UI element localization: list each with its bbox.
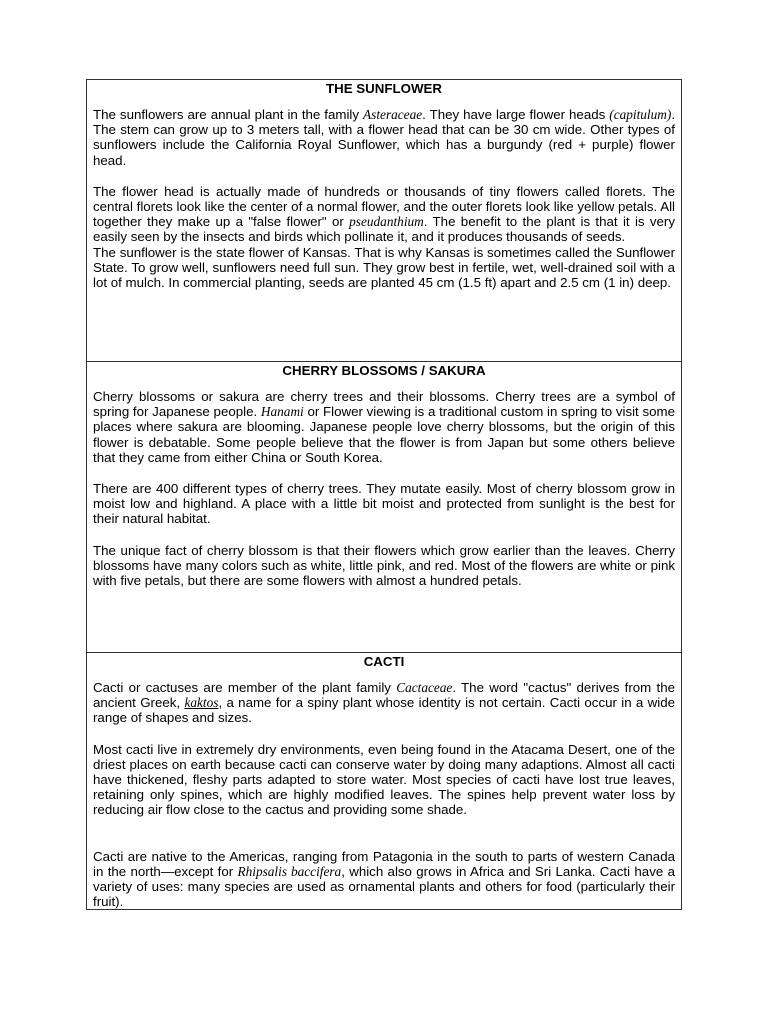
scientific-term: (capitulum) — [609, 107, 672, 122]
paragraph: The sunflowers are annual plant in the family Asteraceae. They have large flower heads (capitulum). The stem can grow up to 3 meters tall, with a flower head that can be 30 cm wide. Other types of sunflowers include the California Royal Sunflower, which has a burgundy (red + purple) flower head. — [93, 107, 676, 168]
section-cacti — [87, 653, 682, 910]
paragraph: The sunflower is the state flower of Kansas. That is why Kansas is sometimes called the Sunflower State. To grow well, sunflowers need full sun. They grow best in fertile, wet, well-drained soil with a lot of mulch. In commercial planting, seeds are planted 45 cm (1.5 ft) apart and 2.5 cm (1 in) deep. — [93, 244, 675, 291]
paragraph: Most cacti live in extremely dry environments, even being found in the Atacama Desert, one of the driest places on earth because cacti can conserve water by doing many adaptions. Almost all cacti have thickened, fleshy parts adapted to store water. Most species of cacti have lost true leaves, retaining only spines, which are highly modified leaves. The spines help prevent water loss by reducing air flow close to the cactus and providing some shade. — [93, 741, 675, 818]
paragraph: Cherry blossoms or sakura are cherry trees and their blossoms. Cherry trees are a symbol of spring for Japanese people. Hanami or Flower viewing is a traditional custom in spring to visit some places where sakura are blooming. Japanese people love cherry blossoms, but the origin of this flower is debatable. Some people believe that the flower is from Japan but some others believe that they came from either China or South Korea. — [93, 389, 675, 465]
paragraph: There are 400 different types of cherry trees. They mutate easily. Most of cherry blossom grow in moist low and highland. A place with a little bit moist and protected from sunlight is the best for their natural habitat. — [93, 481, 675, 527]
section-cherry-blossoms — [87, 362, 682, 653]
scientific-term: Asteraceae — [363, 107, 423, 122]
section-title: CHERRY BLOSSOMS / SAKURA — [282, 363, 486, 378]
greek-term: kaktos — [184, 695, 219, 711]
paragraph: The flower head is actually made of hundreds or thousands of tiny flowers called florets. The central florets look like the center of a normal flower, and the outer florets look like yellow petals. All together they make up a "false flower" or pseudanthium. The benefit to the plant is that it is very easily seen by the insects and birds which pollinate it, and it produces thousands of seeds. — [93, 183, 675, 245]
scientific-term: Rhipsalis baccifera — [237, 863, 342, 879]
document-table — [86, 79, 682, 910]
section-title: CACTI — [363, 654, 405, 669]
japanese-term: Hanami — [260, 404, 304, 420]
paragraph: Cacti are native to the Americas, ranging from Patagonia in the south to parts of western Canada in the north—except for Rhipsalis baccifera, which also grows in Africa and Sri Lanka. Cacti have a variety of uses: many species are used as ornamental plants and others for food (particularly their fruit). — [93, 848, 675, 910]
section-title: THE SUNFLOWER — [326, 81, 442, 96]
scientific-term: pseudanthium — [349, 214, 424, 230]
paragraph: Cacti or cactuses are member of the plant family Cactaceae. The word "cactus" derives from the ancient Greek, kaktos, a name for a spiny plant whose identity is not certain. Cacti occur in a wide range of shapes and sizes. — [93, 680, 675, 726]
section-sunflower — [87, 80, 682, 362]
scientific-term: Cactaceae — [396, 680, 453, 695]
paragraph: The unique fact of cherry blossom is that their flowers which grow earlier than the leaves. Cherry blossoms have many colors such as white, little pink, and red. Most of the flowers are white or pink with five petals, but there are some flowers with almost a hundred petals. — [93, 542, 675, 589]
